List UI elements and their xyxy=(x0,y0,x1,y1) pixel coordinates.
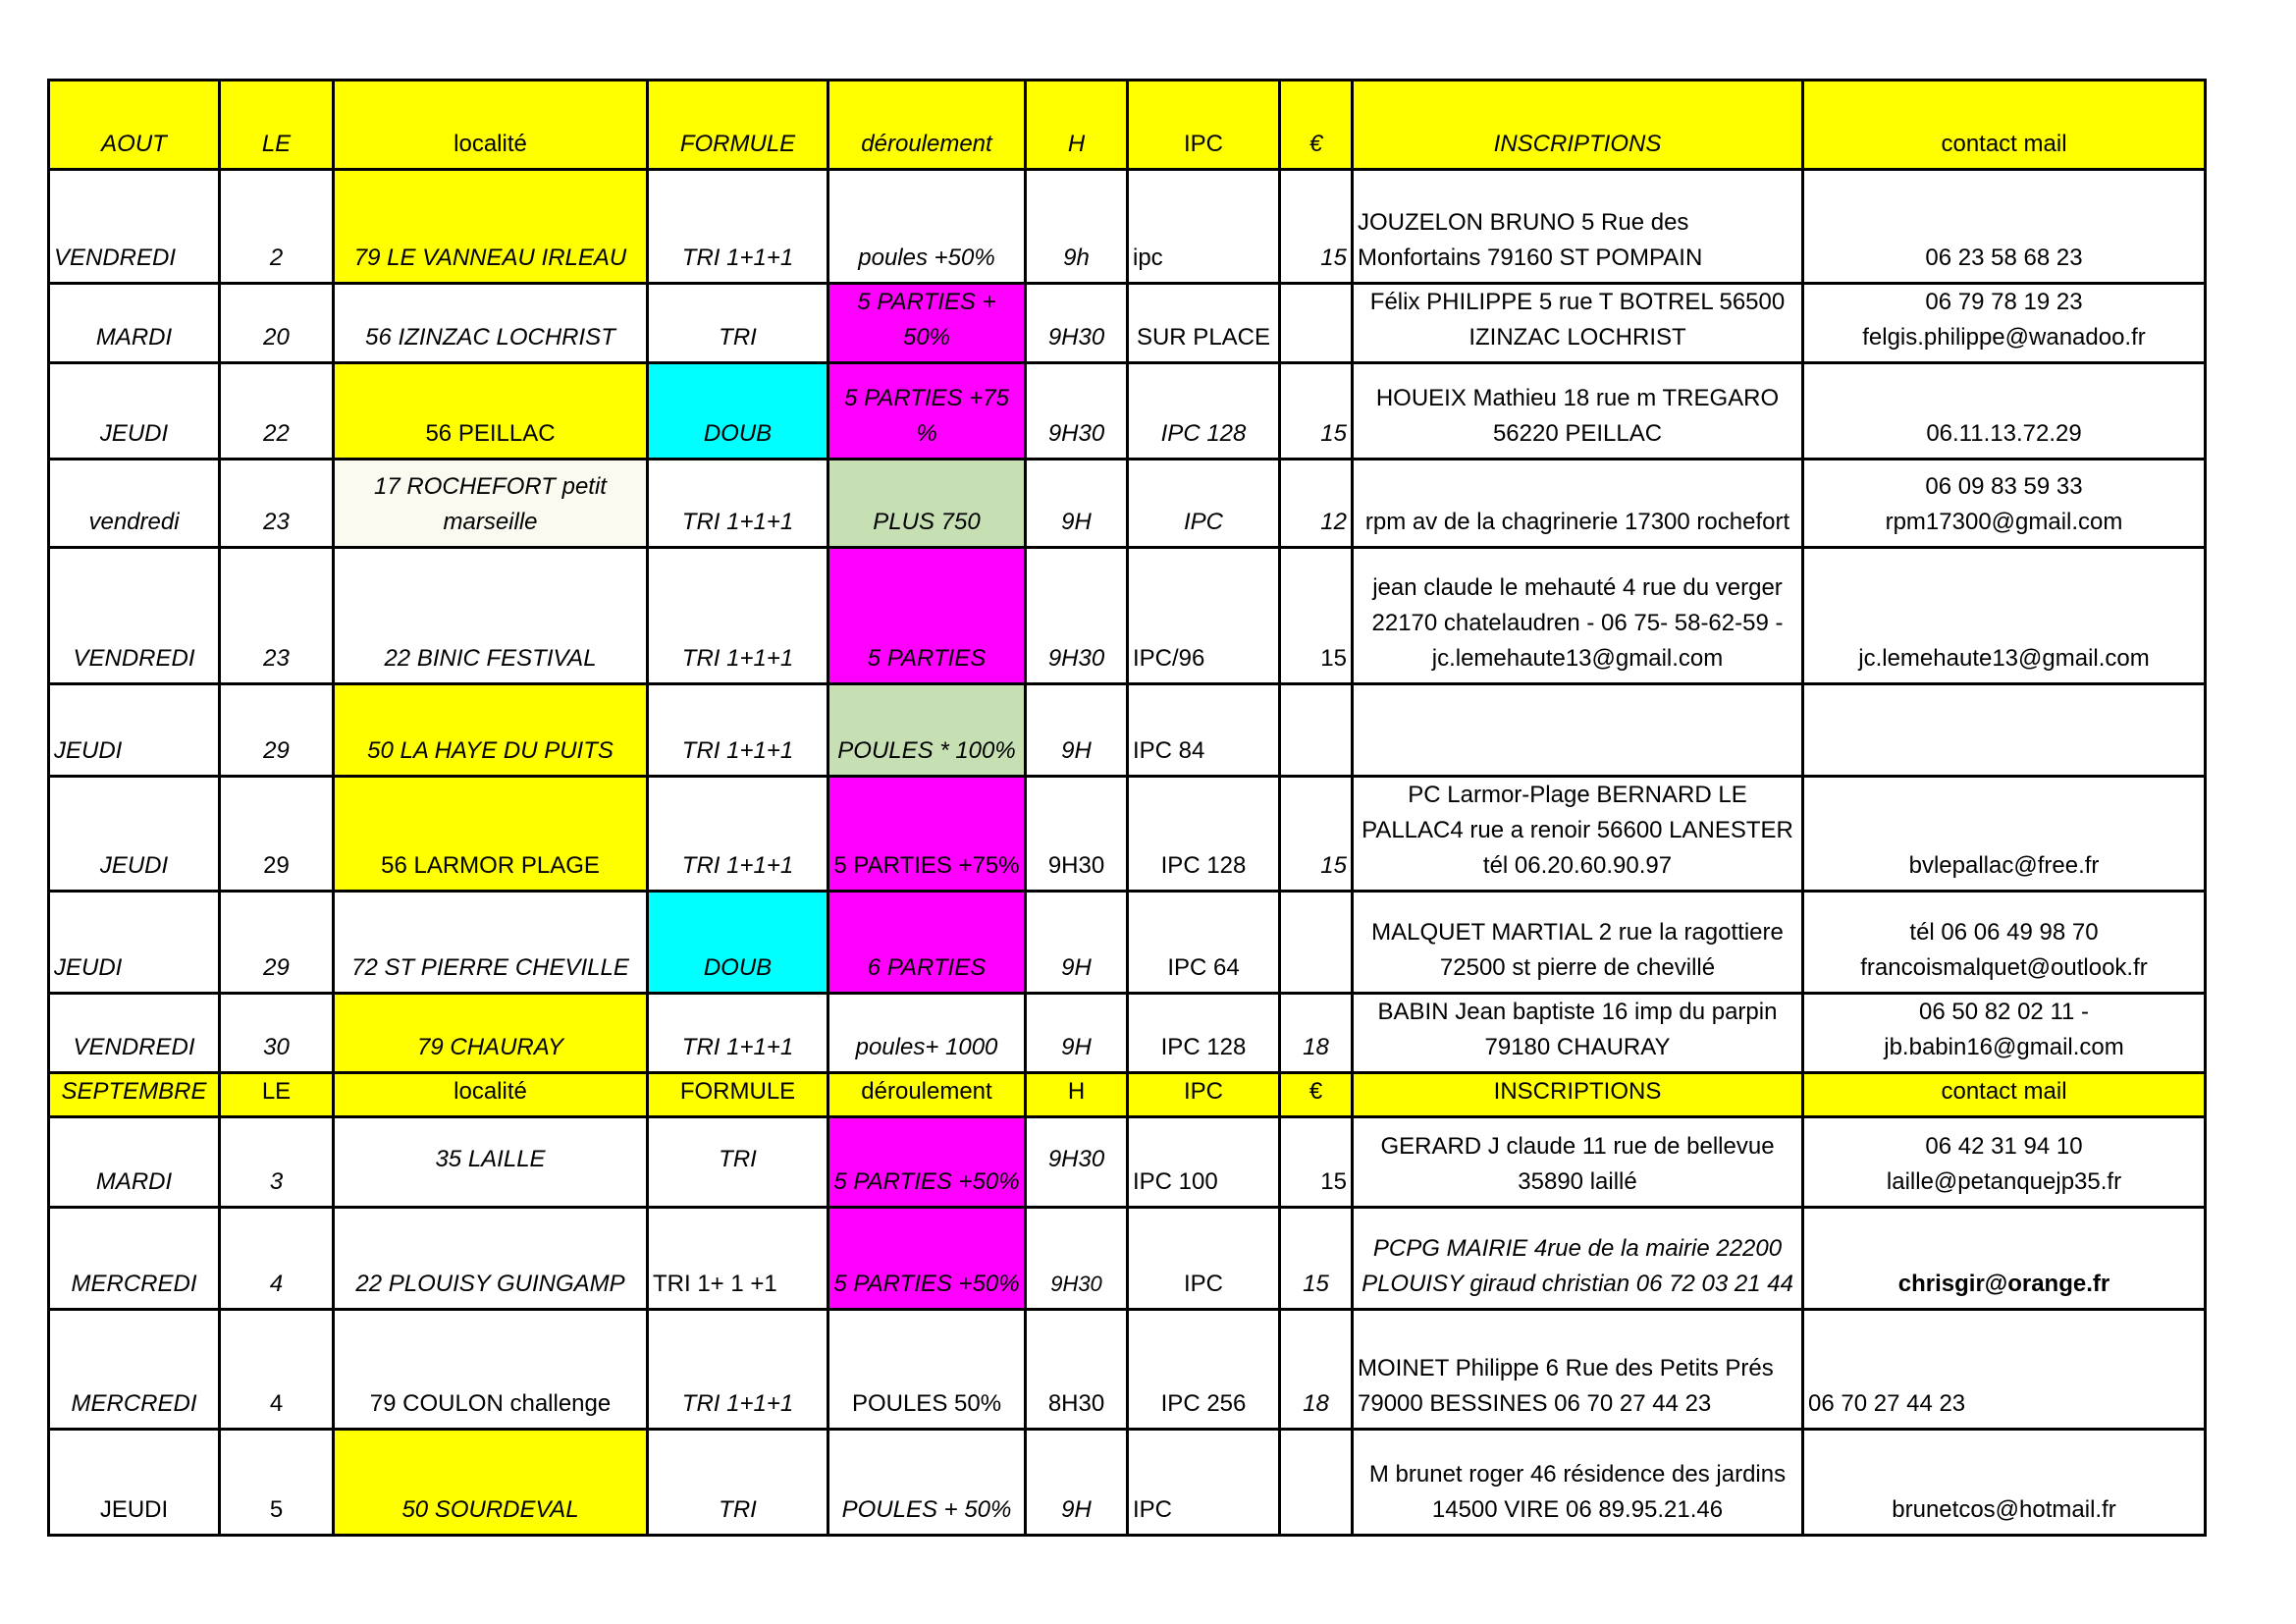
localite-cell: 50 SOURDEVAL xyxy=(334,1430,648,1536)
prix-cell xyxy=(1280,284,1353,363)
inscriptions-header: INSCRIPTIONS xyxy=(1353,1073,1803,1117)
inscriptions-cell: MALQUET MARTIAL 2 rue la ragottiere 72500 st pierre de chevillé xyxy=(1353,892,1803,994)
heure-cell: 9H xyxy=(1026,460,1128,548)
ipc-cell: IPC 128 xyxy=(1128,994,1280,1073)
contact-cell: tél 06 06 49 98 70 francoismalquet@outlook.fr xyxy=(1803,892,2206,994)
date-cell: 30 xyxy=(220,994,334,1073)
deroulement-cell: poules+ 1000 xyxy=(828,994,1026,1073)
date-cell: 23 xyxy=(220,548,334,684)
contact-cell: 06.11.13.72.29 xyxy=(1803,363,2206,460)
euro-header: € xyxy=(1280,81,1353,170)
jour-cell: JEUDI xyxy=(49,892,220,994)
formule-cell: DOUB xyxy=(648,363,828,460)
inscriptions-cell: Félix PHILIPPE 5 rue T BOTREL 56500 IZINZAC LOCHRIST xyxy=(1353,284,1803,363)
table-row xyxy=(49,994,2206,1073)
ipc-cell: SUR PLACE xyxy=(1128,284,1280,363)
tournament-table xyxy=(47,79,2207,1537)
ipc-cell: IPC 128 xyxy=(1128,363,1280,460)
localite-cell: 17 ROCHEFORT petit marseille xyxy=(334,460,648,548)
table-row xyxy=(49,892,2206,994)
heure-cell: 9H xyxy=(1026,892,1128,994)
euro-header: € xyxy=(1280,1073,1353,1117)
contact-cell: jc.lemehaute13@gmail.com xyxy=(1803,548,2206,684)
date-cell: 2 xyxy=(220,170,334,284)
prix-cell: 12 xyxy=(1280,460,1353,548)
inscriptions-cell: JOUZELON BRUNO 5 Rue des Monfortains 79160 ST POMPAIN xyxy=(1353,170,1803,284)
ipc-cell: IPC 84 xyxy=(1128,684,1280,777)
table-row xyxy=(49,548,2206,684)
formule-cell: TRI xyxy=(648,1117,828,1208)
jour-cell: MERCREDI xyxy=(49,1310,220,1430)
contact-cell: 06 23 58 68 23 xyxy=(1803,170,2206,284)
localite-cell: 22 PLOUISY GUINGAMP xyxy=(334,1208,648,1310)
inscriptions-cell: HOUEIX Mathieu 18 rue m TREGARO 56220 PEILLAC xyxy=(1353,363,1803,460)
localite-cell: 56 PEILLAC xyxy=(334,363,648,460)
jour-cell: vendredi xyxy=(49,460,220,548)
formule-cell: TRI 1+1+1 xyxy=(648,1310,828,1430)
deroulement-cell: 5 PARTIES +50% xyxy=(828,1117,1026,1208)
heure-cell: 9H xyxy=(1026,1430,1128,1536)
inscriptions-cell: PCPG MAIRIE 4rue de la mairie 22200 PLOUISY giraud christian 06 72 03 21 44 xyxy=(1353,1208,1803,1310)
contact-cell: chrisgir@orange.fr xyxy=(1803,1208,2206,1310)
table-row xyxy=(49,777,2206,892)
ipc-header: IPC xyxy=(1128,1073,1280,1117)
heure-cell: 9h xyxy=(1026,170,1128,284)
localite-cell: 56 IZINZAC LOCHRIST xyxy=(334,284,648,363)
prix-cell xyxy=(1280,892,1353,994)
prix-cell xyxy=(1280,1430,1353,1536)
jour-cell: JEUDI xyxy=(49,1430,220,1536)
localite-cell: 72 ST PIERRE CHEVILLE xyxy=(334,892,648,994)
prix-cell: 18 xyxy=(1280,1310,1353,1430)
formule-cell: TRI 1+1+1 xyxy=(648,777,828,892)
ipc-cell: ipc xyxy=(1128,170,1280,284)
prix-cell xyxy=(1280,684,1353,777)
contact-cell: bvlepallac@free.fr xyxy=(1803,777,2206,892)
deroulement-cell: 6 PARTIES xyxy=(828,892,1026,994)
heure-cell: 9H30 xyxy=(1026,777,1128,892)
prix-cell: 15 xyxy=(1280,1117,1353,1208)
formule-cell: TRI 1+1+1 xyxy=(648,460,828,548)
ipc-header: IPC xyxy=(1128,81,1280,170)
deroulement-cell: poules +50% xyxy=(828,170,1026,284)
date-cell: 5 xyxy=(220,1430,334,1536)
inscriptions-cell: rpm av de la chagrinerie 17300 rochefort xyxy=(1353,460,1803,548)
deroulement-cell: 5 PARTIES + 50% xyxy=(828,284,1026,363)
inscriptions-cell: jean claude le mehauté 4 rue du verger 22170 chatelaudren - 06 75- 58-62-59 - jc.lemehaute13@gmail.com xyxy=(1353,548,1803,684)
ipc-cell: IPC xyxy=(1128,1208,1280,1310)
table-row xyxy=(49,460,2206,548)
jour-cell: VENDREDI xyxy=(49,994,220,1073)
date-cell: 23 xyxy=(220,460,334,548)
inscriptions-cell: MOINET Philippe 6 Rue des Petits Prés 79000 BESSINES 06 70 27 44 23 xyxy=(1353,1310,1803,1430)
formule-cell: TRI xyxy=(648,284,828,363)
month-header: AOUT xyxy=(49,81,220,170)
date-cell: 29 xyxy=(220,777,334,892)
deroulement-cell: POULES * 100% xyxy=(828,684,1026,777)
deroulement-cell: 5 PARTIES xyxy=(828,548,1026,684)
le-header: LE xyxy=(220,1073,334,1117)
date-cell: 4 xyxy=(220,1208,334,1310)
header-row-aout xyxy=(49,81,2206,170)
h-header: H xyxy=(1026,81,1128,170)
contact-cell: brunetcos@hotmail.fr xyxy=(1803,1430,2206,1536)
localite-cell: 35 LAILLE xyxy=(334,1117,648,1208)
formule-cell: TRI 1+1+1 xyxy=(648,994,828,1073)
ipc-cell: IPC 128 xyxy=(1128,777,1280,892)
inscriptions-cell: M brunet roger 46 résidence des jardins 14500 VIRE 06 89.95.21.46 xyxy=(1353,1430,1803,1536)
ipc-cell: IPC/96 xyxy=(1128,548,1280,684)
table-row xyxy=(49,1310,2206,1430)
contact-cell: 06 70 27 44 23 xyxy=(1803,1310,2206,1430)
deroulement-cell: PLUS 750 xyxy=(828,460,1026,548)
prix-cell: 15 xyxy=(1280,1208,1353,1310)
deroulement-cell: POULES 50% xyxy=(828,1310,1026,1430)
contact-cell: 06 09 83 59 33 rpm17300@gmail.com xyxy=(1803,460,2206,548)
table-row xyxy=(49,170,2206,284)
contact-cell: 06 50 82 02 11 - jb.babin16@gmail.com xyxy=(1803,994,2206,1073)
inscriptions-cell: PC Larmor-Plage BERNARD LE PALLAC4 rue a renoir 56600 LANESTER tél 06.20.60.90.97 xyxy=(1353,777,1803,892)
contact-cell xyxy=(1803,684,2206,777)
heure-cell: 9H30 xyxy=(1026,548,1128,684)
localite-cell: 56 LARMOR PLAGE xyxy=(334,777,648,892)
jour-cell: MERCREDI xyxy=(49,1208,220,1310)
table-row xyxy=(49,684,2206,777)
deroulement-cell: POULES + 50% xyxy=(828,1430,1026,1536)
ipc-cell: IPC xyxy=(1128,1430,1280,1536)
jour-cell: JEUDI xyxy=(49,363,220,460)
localite-cell: 79 COULON challenge xyxy=(334,1310,648,1430)
formule-header: FORMULE xyxy=(648,81,828,170)
localite-header: localité xyxy=(334,81,648,170)
heure-cell: 9H30 xyxy=(1026,284,1128,363)
jour-cell: VENDREDI xyxy=(49,548,220,684)
localite-cell: 79 LE VANNEAU IRLEAU xyxy=(334,170,648,284)
contact-cell: 06 79 78 19 23 felgis.philippe@wanadoo.fr xyxy=(1803,284,2206,363)
header-row-septembre xyxy=(49,1073,2206,1117)
contact-header: contact mail xyxy=(1803,1073,2206,1117)
localite-cell: 22 BINIC FESTIVAL xyxy=(334,548,648,684)
contact-header: contact mail xyxy=(1803,81,2206,170)
contact-cell: 06 42 31 94 10 laille@petanquejp35.fr xyxy=(1803,1117,2206,1208)
inscriptions-cell xyxy=(1353,684,1803,777)
prix-cell: 15 xyxy=(1280,170,1353,284)
ipc-cell: IPC xyxy=(1128,460,1280,548)
localite-cell: 50 LA HAYE DU PUITS xyxy=(334,684,648,777)
heure-cell: 9H xyxy=(1026,684,1128,777)
formule-cell: TRI 1+1+1 xyxy=(648,684,828,777)
ipc-cell: IPC 100 xyxy=(1128,1117,1280,1208)
h-header: H xyxy=(1026,1073,1128,1117)
le-header: LE xyxy=(220,81,334,170)
prix-cell: 15 xyxy=(1280,548,1353,684)
date-cell: 20 xyxy=(220,284,334,363)
inscriptions-cell: BABIN Jean baptiste 16 imp du parpin 79180 CHAURAY xyxy=(1353,994,1803,1073)
ipc-cell: IPC 64 xyxy=(1128,892,1280,994)
jour-cell: MARDI xyxy=(49,284,220,363)
ipc-cell: IPC 256 xyxy=(1128,1310,1280,1430)
formule-cell: TRI 1+ 1 +1 xyxy=(648,1208,828,1310)
date-cell: 22 xyxy=(220,363,334,460)
deroulement-cell: 5 PARTIES +75 % xyxy=(828,363,1026,460)
formule-cell: DOUB xyxy=(648,892,828,994)
date-cell: 29 xyxy=(220,892,334,994)
deroulement-header: déroulement xyxy=(828,1073,1026,1117)
heure-cell: 8H30 xyxy=(1026,1310,1128,1430)
prix-cell: 18 xyxy=(1280,994,1353,1073)
table-row xyxy=(49,1208,2206,1310)
jour-cell: MARDI xyxy=(49,1117,220,1208)
jour-cell: JEUDI xyxy=(49,777,220,892)
table-row xyxy=(49,1117,2206,1208)
formule-cell: TRI xyxy=(648,1430,828,1536)
date-cell: 4 xyxy=(220,1310,334,1430)
date-cell: 3 xyxy=(220,1117,334,1208)
heure-cell: 9H30 xyxy=(1026,363,1128,460)
deroulement-header: déroulement xyxy=(828,81,1026,170)
formule-cell: TRI 1+1+1 xyxy=(648,548,828,684)
month-header: SEPTEMBRE xyxy=(49,1073,220,1117)
deroulement-cell: 5 PARTIES +50% xyxy=(828,1208,1026,1310)
table-row xyxy=(49,363,2206,460)
inscriptions-cell: GERARD J claude 11 rue de bellevue 35890 laillé xyxy=(1353,1117,1803,1208)
formule-cell: TRI 1+1+1 xyxy=(648,170,828,284)
jour-cell: JEUDI xyxy=(49,684,220,777)
jour-cell: VENDREDI xyxy=(49,170,220,284)
localite-cell: 79 CHAURAY xyxy=(334,994,648,1073)
date-cell: 29 xyxy=(220,684,334,777)
localite-header: localité xyxy=(334,1073,648,1117)
formule-header: FORMULE xyxy=(648,1073,828,1117)
heure-cell: 9H30 xyxy=(1026,1117,1128,1208)
heure-cell: 9H30 xyxy=(1026,1208,1128,1310)
prix-cell: 15 xyxy=(1280,777,1353,892)
prix-cell: 15 xyxy=(1280,363,1353,460)
deroulement-cell: 5 PARTIES +75% xyxy=(828,777,1026,892)
table-row xyxy=(49,284,2206,363)
heure-cell: 9H xyxy=(1026,994,1128,1073)
table-row xyxy=(49,1430,2206,1536)
inscriptions-header: INSCRIPTIONS xyxy=(1353,81,1803,170)
